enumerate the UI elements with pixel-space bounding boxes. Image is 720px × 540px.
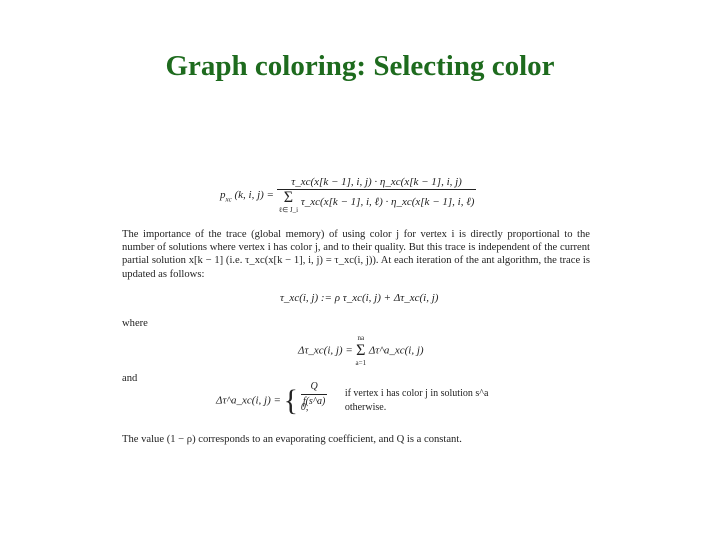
eq4-cases: [300, 381, 489, 415]
eq1-lhs-sub: xc: [225, 195, 232, 204]
and-label: and: [122, 373, 138, 384]
eq4-case-1: [301, 381, 489, 407]
eq3-rhs: Δτ^a_xc(i, j): [368, 344, 424, 357]
eq4-case1-cond: if vertex i has color j in solution s^a: [344, 388, 489, 400]
eq4-lhs: Δτ^a_xc(i, j) =: [216, 394, 281, 407]
eq1-fraction: [277, 176, 477, 215]
eq4-case1-num: Q: [301, 380, 328, 394]
scanned-content: [122, 170, 592, 450]
eq3-sum-top: na: [357, 334, 365, 342]
eq1-sum-sub: ℓ∈ J_i: [278, 206, 299, 215]
slide-title: Graph coloring: Selecting color: [165, 50, 555, 82]
eq1-lhs-args: (k, i, j) =: [234, 189, 274, 202]
update-equation: τ_xc(i, j) := ρ τ_xc(i, j) + Δτ_xc(i, j): [280, 292, 439, 304]
eq1-denominator-term: τ_xc(x[k − 1], i, ℓ) · η_xc(x[k − 1], i, ℓ): [300, 196, 475, 209]
delta-trace-equation: [298, 334, 424, 368]
paragraph-evaporation: The value (1 − ρ) corresponds to an evaporating coefficient, and Q is a constant.: [122, 434, 462, 445]
eq1-numerator: τ_xc(x[k − 1], i, j) · η_xc(x[k − 1], i, j): [277, 176, 477, 190]
eq3-sum-bottom: a=1: [355, 359, 367, 367]
eq4-case-2: [301, 401, 489, 415]
paragraph-trace-importance: The importance of the trace (global memory) of using color j for vertex i is directly proportional to the number of solutions where vertex i has color j, and to their quality. But this trace is independent of the current partial solution x[k − 1] (i.e. τ_xc(x[k − 1], i, j) = τ_xc(i, j)). At each iteration of the ant algorithm, the trace is updated as follows:: [122, 229, 590, 280]
eq4-case2-val: 0,: [300, 402, 309, 414]
eq3-sum-symbol: na Σ a=1: [355, 334, 367, 367]
cases-equation: [216, 381, 489, 417]
eq1-lhs: p: [220, 189, 226, 202]
where-label: where: [122, 318, 148, 329]
eq4-brace: {: [283, 384, 299, 417]
probability-equation: [220, 176, 476, 215]
eq4-case2-cond: otherwise.: [344, 402, 387, 414]
eq1-sum-symbol: Σ ℓ∈ J_i: [278, 189, 299, 215]
eq4-case1-den: f(s^a): [302, 395, 326, 407]
eq1-denominator: [277, 190, 477, 215]
eq3-lhs: Δτ_xc(i, j) =: [298, 344, 353, 357]
